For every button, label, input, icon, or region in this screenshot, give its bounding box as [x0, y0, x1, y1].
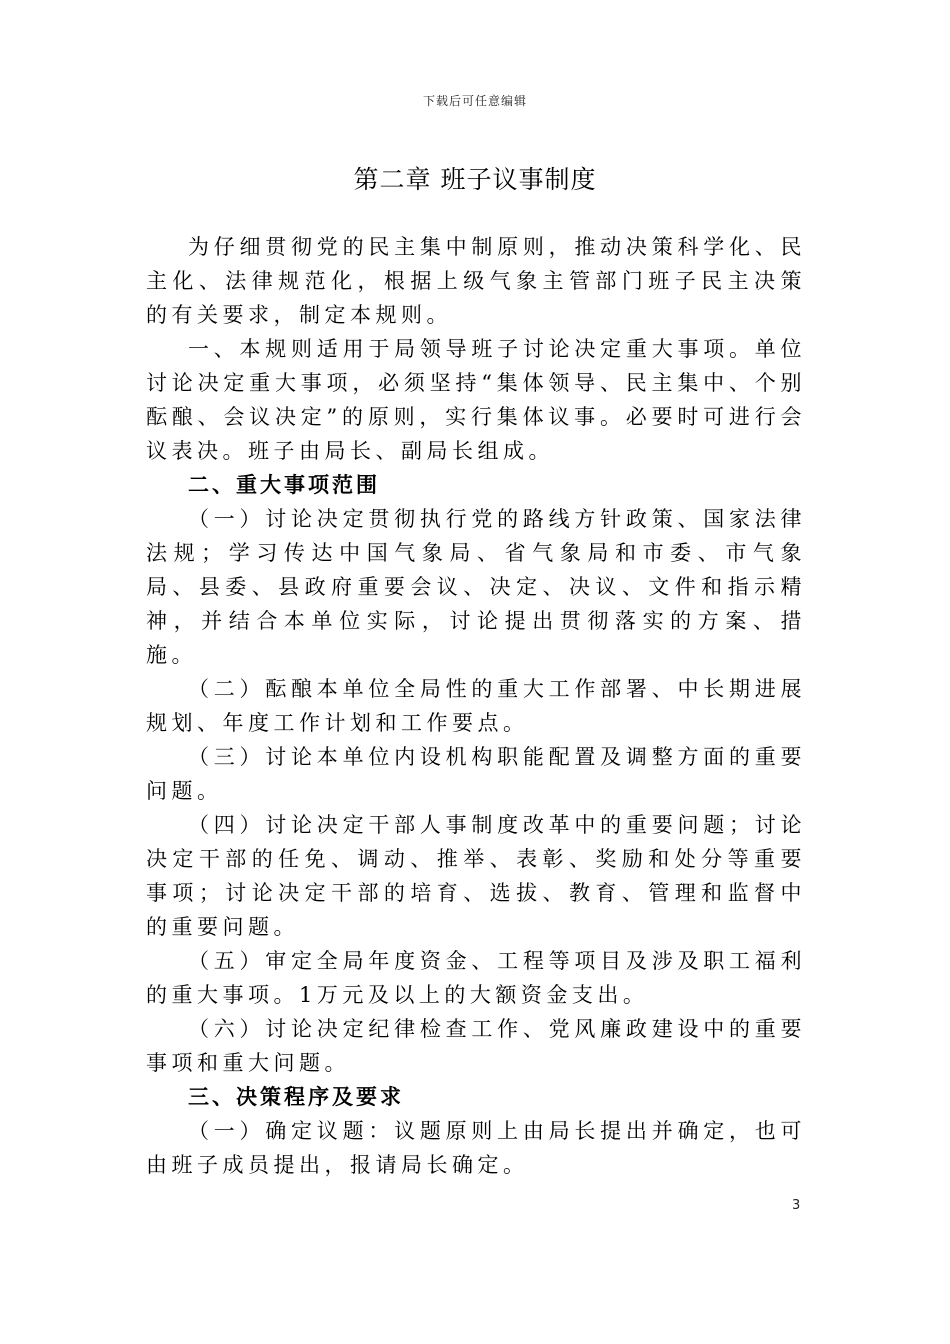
paragraph-section-1: 一、本规则适用于局领导班子讨论决定重大事项。单位讨论决定重大事项，必须坚持“集体领导、民主集中、个别酝酿、会议决定”的原则，实行集体议事。必要时可进行会议表决。班子由局长、副局长组成。 — [146, 337, 806, 463]
paragraph-procedure-1: （一）确定议题：议题原则上由局长提出并确定，也可由班子成员提出，报请局长确定。 — [146, 1119, 806, 1177]
section-heading-procedure: 三、决策程序及要求 — [188, 1085, 404, 1109]
paragraph-item-1: （一）讨论决定贯彻执行党的路线方针政策、国家法律法规；学习传达中国气象局、省气象局和市委、市气象局、县委、县政府重要会议、决定、决议、文件和指示精神，并结合本单位实际，讨论提出贯彻落实的方案、措施。 — [146, 507, 806, 667]
page-number: 3 — [792, 1198, 801, 1213]
paragraph-item-5: （五）审定全局年度资金、工程等项目及涉及职工福利的重大事项。1万元及以上的大额资金支出。 — [146, 949, 806, 1007]
paragraph-item-4: （四）讨论决定干部人事制度改革中的重要问题；讨论决定干部的任免、调动、推举、表彰、奖励和处分等重要事项；讨论决定干部的培育、选拔、教育、管理和监督中的重要问题。 — [146, 813, 806, 939]
paragraph-item-6: （六）讨论决定纪律检查工作、党风廉政建设中的重要事项和重大问题。 — [146, 1017, 806, 1075]
header-note: 下载后可任意编辑 — [422, 94, 527, 108]
document-body — [146, 230, 806, 1182]
paragraph-item-3: （三）讨论本单位内设机构职能配置及调整方面的重要问题。 — [146, 745, 806, 803]
paragraph-preamble: 为仔细贯彻党的民主集中制原则，推动决策科学化、民主化、法律规范化，根据上级气象主管部门班子民主决策的有关要求，制定本规则。 — [146, 235, 806, 327]
chapter-title: 第二章 班子议事制度 — [353, 165, 597, 194]
section-heading-scope: 二、重大事项范围 — [188, 473, 380, 497]
paragraph-item-2: （二）酝酿本单位全局性的重大工作部署、中长期进展规划、年度工作计划和工作要点。 — [146, 677, 806, 735]
